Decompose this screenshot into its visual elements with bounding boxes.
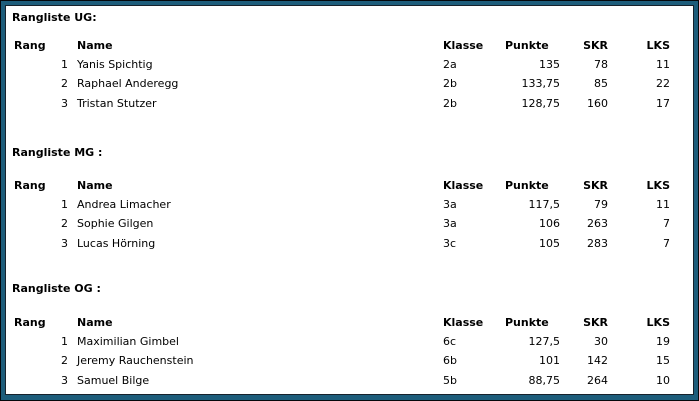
table-row — [13, 371, 670, 390]
table-row — [13, 74, 670, 93]
column-header-lks: LKS — [646, 315, 670, 329]
column-header-rang: Rang — [14, 315, 46, 329]
cell-rang: 1 — [61, 57, 68, 71]
cell-rang: 2 — [61, 217, 68, 231]
table-row — [13, 195, 670, 214]
cell-skr: 85 — [594, 77, 608, 91]
table-row — [13, 234, 670, 253]
cell-punkte: 106 — [539, 217, 560, 231]
cell-klasse: 6c — [443, 334, 457, 348]
cell-rang: 2 — [61, 77, 68, 91]
section-title-og: Rangliste OG : — [12, 282, 101, 295]
section-title-mg: Rangliste MG : — [12, 146, 103, 159]
cell-name: Samuel Bilge — [77, 373, 150, 387]
cell-punkte: 128,75 — [521, 96, 560, 110]
table-row — [13, 351, 670, 370]
ranking-table-ug — [13, 36, 670, 114]
table-header-row — [13, 313, 670, 332]
cell-name: Andrea Limacher — [77, 197, 171, 211]
table-header-row — [13, 36, 670, 55]
cell-klasse: 2a — [443, 57, 457, 71]
cell-rang: 3 — [61, 96, 68, 110]
column-header-punkte: Punkte — [505, 315, 549, 329]
cell-lks: 11 — [656, 57, 670, 71]
cell-rang: 2 — [61, 354, 68, 368]
cell-punkte: 101 — [539, 354, 560, 368]
table-row — [13, 94, 670, 113]
table-header-row — [13, 176, 670, 195]
cell-name: Yanis Spichtig — [77, 57, 153, 71]
cell-lks: 7 — [663, 236, 670, 250]
cell-punkte: 88,75 — [528, 373, 560, 387]
cell-skr: 283 — [587, 236, 608, 250]
cell-punkte: 117,5 — [528, 197, 560, 211]
cell-skr: 160 — [587, 96, 608, 110]
cell-klasse: 3a — [443, 217, 457, 231]
cell-rang: 3 — [61, 373, 68, 387]
cell-name: Jeremy Rauchenstein — [77, 354, 194, 368]
cell-lks: 15 — [656, 354, 670, 368]
cell-skr: 79 — [594, 197, 608, 211]
cell-klasse: 2b — [443, 96, 457, 110]
cell-klasse: 3a — [443, 197, 457, 211]
column-header-punkte: Punkte — [505, 178, 549, 192]
column-header-name: Name — [77, 315, 113, 329]
cell-punkte: 127,5 — [528, 334, 560, 348]
column-header-name: Name — [77, 178, 113, 192]
document-content — [5, 5, 694, 395]
cell-skr: 78 — [594, 57, 608, 71]
cell-skr: 264 — [587, 373, 608, 387]
cell-punkte: 133,75 — [521, 77, 560, 91]
cell-rang: 3 — [61, 236, 68, 250]
column-header-punkte: Punkte — [505, 38, 549, 52]
column-header-klasse: Klasse — [443, 315, 484, 329]
cell-name: Lucas Hörning — [77, 236, 156, 250]
section-title-ug: Rangliste UG: — [12, 11, 97, 24]
cell-lks: 10 — [656, 373, 670, 387]
column-header-rang: Rang — [14, 178, 46, 192]
cell-lks: 7 — [663, 217, 670, 231]
cell-name: Tristan Stutzer — [77, 96, 157, 110]
window-frame — [1, 1, 698, 400]
cell-klasse: 5b — [443, 373, 457, 387]
cell-klasse: 3c — [443, 236, 457, 250]
cell-lks: 22 — [656, 77, 670, 91]
cell-lks: 17 — [656, 96, 670, 110]
cell-rang: 1 — [61, 334, 68, 348]
column-header-rang: Rang — [14, 38, 46, 52]
cell-lks: 11 — [656, 197, 670, 211]
cell-klasse: 6b — [443, 354, 457, 368]
column-header-skr: SKR — [583, 38, 608, 52]
column-header-skr: SKR — [583, 315, 608, 329]
cell-name: Maximilian Gimbel — [77, 334, 179, 348]
ranking-table-mg — [13, 176, 670, 254]
table-row — [13, 55, 670, 74]
cell-name: Sophie Gilgen — [77, 217, 154, 231]
column-header-klasse: Klasse — [443, 178, 484, 192]
cell-skr: 142 — [587, 354, 608, 368]
column-header-lks: LKS — [646, 38, 670, 52]
column-header-klasse: Klasse — [443, 38, 484, 52]
cell-punkte: 105 — [539, 236, 560, 250]
column-header-name: Name — [77, 38, 113, 52]
cell-lks: 19 — [656, 334, 670, 348]
cell-skr: 263 — [587, 217, 608, 231]
cell-rang: 1 — [61, 197, 68, 211]
cell-skr: 30 — [594, 334, 608, 348]
cell-punkte: 135 — [539, 57, 560, 71]
ranking-table-og — [13, 313, 670, 391]
cell-name: Raphael Anderegg — [77, 77, 179, 91]
table-row — [13, 214, 670, 233]
column-header-skr: SKR — [583, 178, 608, 192]
cell-klasse: 2b — [443, 77, 457, 91]
column-header-lks: LKS — [646, 178, 670, 192]
table-row — [13, 332, 670, 351]
